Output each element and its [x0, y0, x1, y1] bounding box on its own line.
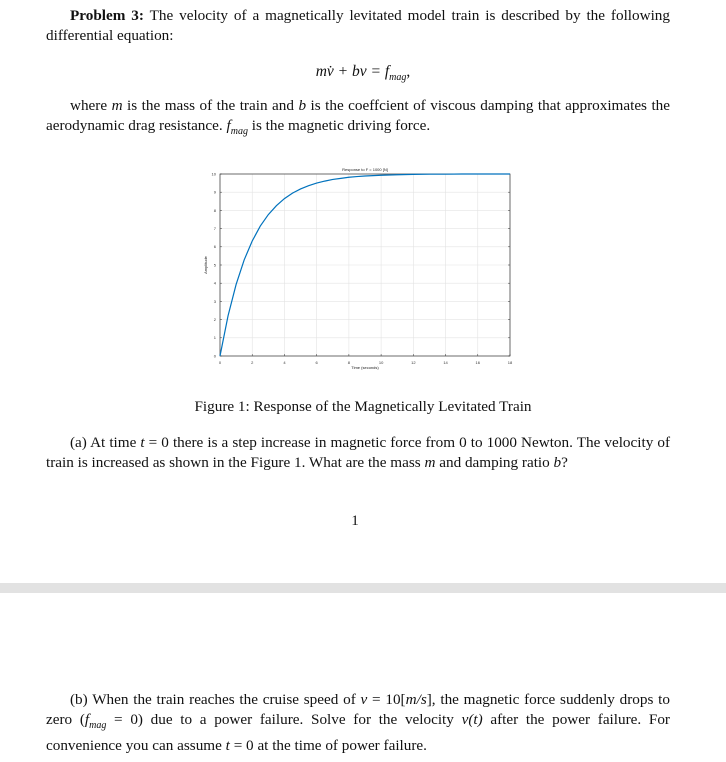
x-tick-label: 8 — [347, 360, 351, 365]
x-tick-label: 16 — [475, 360, 481, 365]
x-tick-label: 0 — [218, 360, 222, 365]
y-tick-label: 7 — [213, 226, 216, 231]
page-number: 1 — [351, 513, 359, 529]
x-tick-label: 2 — [251, 360, 254, 365]
x-tick-label: 4 — [283, 360, 286, 365]
problem-intro: The velocity of a magnetically levitated model train is described by the following differential equation: — [46, 7, 670, 44]
response-chart — [196, 160, 526, 378]
page-separator — [0, 583, 726, 593]
problem-heading: Problem 3: — [70, 7, 144, 24]
differential-equation: mv̇ + bv = $f_{mag}$, — [315, 63, 411, 84]
x-tick-label: 10 — [378, 360, 384, 365]
y-tick-label: 10 — [211, 171, 216, 177]
y-tick-label: 8 — [213, 207, 216, 213]
figure-caption: Figure 1: Response of the Magnetically Levitated Train — [194, 398, 532, 415]
document-page-2 — [0, 593, 726, 762]
chart-title: Response to F = 1000 [N] — [342, 167, 388, 172]
y-tick-label: 4 — [213, 280, 216, 286]
x-axis-label: Time (seconds) — [351, 365, 379, 370]
part-b: (b) When the train reaches the cruise speed of v = 10[m/s], the magnetic force suddenly drops to zero $(f_{mag} = 0)$ due to a power failure. Solve for the velocity v(t) after the power failure. For convenience you can assume t = 0 at the time of power failure. — [46, 691, 670, 755]
chart-grid — [220, 174, 510, 356]
x-tick-label: 6 — [315, 360, 318, 365]
y-axis-label: Amplitude — [203, 256, 208, 274]
y-tick-label: 6 — [213, 244, 216, 250]
y-tick-label: 0 — [213, 353, 216, 359]
variable-description: where m is the mass of the train and b is the coeffcient of viscous damping that approximates the aerodynamic drag resistance. $f_{mag}$ is the magnetic driving force. — [46, 97, 671, 138]
part-a: (a) At time t = 0 there is a step increase in magnetic force from 0 to 1000 Newton. The velocity of train is increased as shown in the Figure 1. What are the mass m and damping ratio b? — [46, 434, 670, 471]
x-tick-label: 14 — [443, 360, 448, 365]
x-tick-label: 12 — [411, 360, 416, 365]
chart-ticks — [212, 171, 513, 365]
y-tick-label: 3 — [213, 298, 216, 304]
y-tick-label: 2 — [213, 317, 216, 322]
x-tick-label: 18 — [507, 360, 513, 365]
problem-statement — [46, 6, 670, 46]
y-tick-label: 1 — [213, 335, 216, 341]
y-tick-label: 9 — [213, 189, 216, 195]
y-tick-label: 5 — [213, 262, 216, 268]
